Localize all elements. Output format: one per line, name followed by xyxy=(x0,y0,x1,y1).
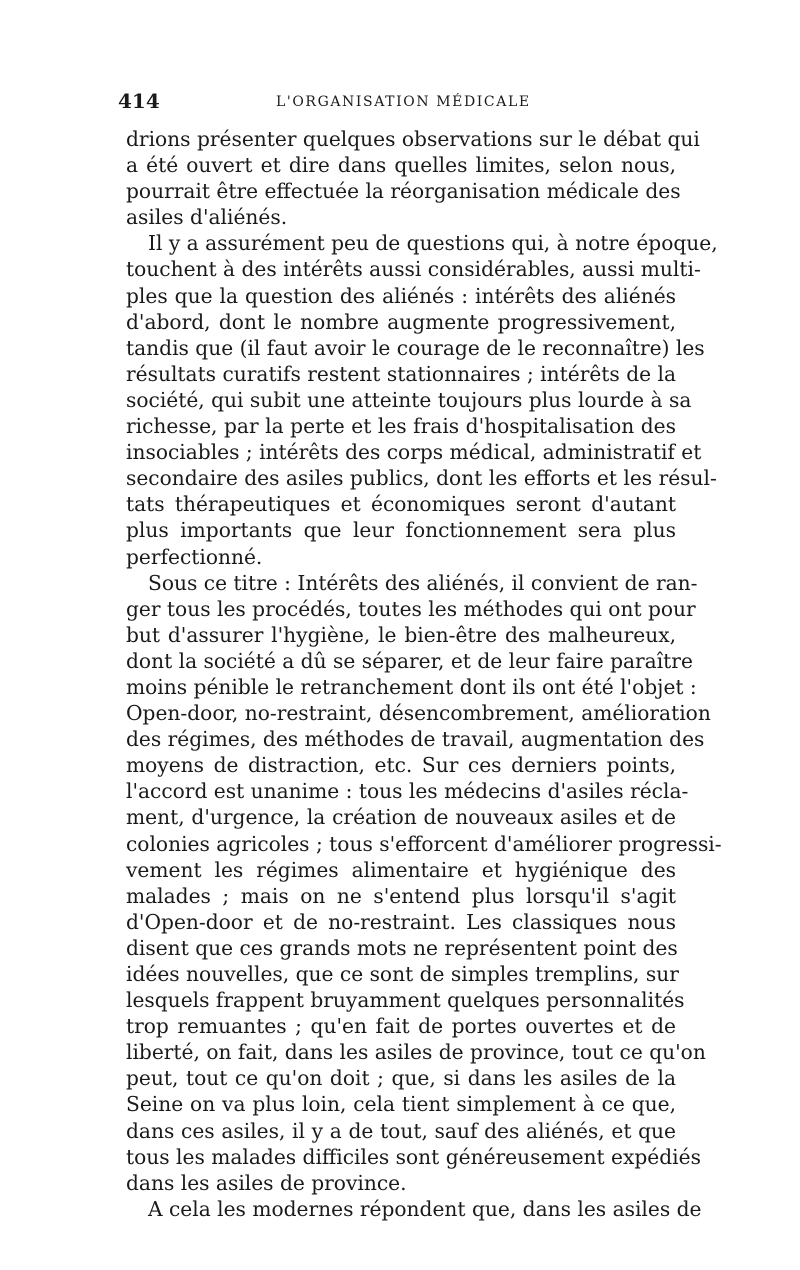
text-line: tous les malades difficiles sont généreusement expédiés xyxy=(126,1144,701,1169)
text-line: but d'assurer l'hygiène, le bien-être des malheureux, xyxy=(126,622,676,647)
text-line: A cela les modernes répondent que, dans les asiles de xyxy=(148,1196,702,1221)
text-line: moyens de distraction, etc. Sur ces derniers points, xyxy=(126,753,676,778)
text-line: tats thérapeutiques et économiques seront d'autant xyxy=(126,492,676,517)
text-line: richesse, par la perte et les frais d'hospitalisation des xyxy=(126,414,676,439)
text-line: des régimes, des méthodes de travail, augmentation des xyxy=(126,727,705,752)
text-line: Seine on va plus loin, cela tient simplement à ce que, xyxy=(126,1092,676,1117)
text-line: liberté, on fait, dans les asiles de province, tout ce qu'on xyxy=(126,1040,706,1065)
text-line: dont la société a dû se séparer, et de leur faire paraître xyxy=(126,648,693,673)
text-line: asiles d'aliénés. xyxy=(126,205,288,230)
text-line: idées nouvelles, que ce sont de simples tremplins, sur xyxy=(126,962,679,986)
running-title: L'ORGANISATION MÉDICALE xyxy=(276,94,531,110)
text-line: plus importants que leur fonctionnement sera plus xyxy=(126,518,676,543)
text-line: Il y a assurément peu de questions qui, à notre époque, xyxy=(148,231,718,256)
page-number: 414 xyxy=(118,89,160,113)
text-line: ples que la question des aliénés : intérêts des aliénés xyxy=(126,283,676,308)
page-header xyxy=(118,88,678,114)
text-line: lesquels frappent bruyamment quelques personnalités xyxy=(126,988,685,1013)
text-line: tandis que (il faut avoir le courage de le reconnaître) les xyxy=(126,335,705,360)
text-line: touchent à des intérêts aussi considérables, aussi multi- xyxy=(126,257,701,282)
text-line: malades ; mais on ne s'entend plus lorsqu'il s'agit xyxy=(126,883,676,908)
text-line: trop remuantes ; qu'en fait de portes ouvertes et de xyxy=(126,1014,676,1039)
text-line: dans ces asiles, il y a de tout, sauf des aliénés, et que xyxy=(126,1118,676,1143)
text-line: ger tous les procédés, toutes les méthodes qui ont pour xyxy=(126,596,696,621)
body-text xyxy=(126,126,722,1222)
text-line: dans les asiles de province. xyxy=(126,1170,407,1195)
text-line: a été ouvert et dire dans quelles limites, selon nous, xyxy=(126,153,676,178)
text-line: vement les régimes alimentaire et hygiénique des xyxy=(126,857,676,882)
text-line: insociables ; intérêts des corps médical, administratif et xyxy=(126,440,702,465)
text-line: moins pénible le retranchement dont ils ont été l'objet : xyxy=(126,674,697,699)
text-line: d'abord, dont le nombre augmente progressivement, xyxy=(126,309,676,334)
text-line: perfectionné. xyxy=(126,544,263,569)
text-line: peut, tout ce qu'on doit ; que, si dans les asiles de la xyxy=(126,1066,676,1091)
text-line: ment, d'urgence, la création de nouveaux asiles et de xyxy=(126,805,676,830)
text-line: l'accord est unanime : tous les médecins d'asiles récla- xyxy=(126,779,689,804)
text-line: secondaire des asiles publics, dont les efforts et les résul- xyxy=(126,466,717,491)
text-line: Open-door, no-restraint, désencombrement, amélioration xyxy=(126,701,711,726)
text-line: disent que ces grands mots ne représentent point des xyxy=(126,935,678,960)
text-line: Sous ce titre : Intérêts des aliénés, il convient de ran- xyxy=(148,570,698,595)
text-line: pourrait être effectuée la réorganisation médicale des xyxy=(126,179,681,204)
text-line: résultats curatifs restent stationnaires ; intérêts de la xyxy=(126,361,676,386)
text-line: colonies agricoles ; tous s'efforcent d'améliorer progressi- xyxy=(126,831,722,856)
text-line: d'Open-door et de no-restraint. Les classiques nous xyxy=(126,909,676,934)
text-line: société, qui subit une atteinte toujours plus lourde à sa xyxy=(126,387,692,412)
text-line: drions présenter quelques observations sur le débat qui xyxy=(126,127,700,151)
